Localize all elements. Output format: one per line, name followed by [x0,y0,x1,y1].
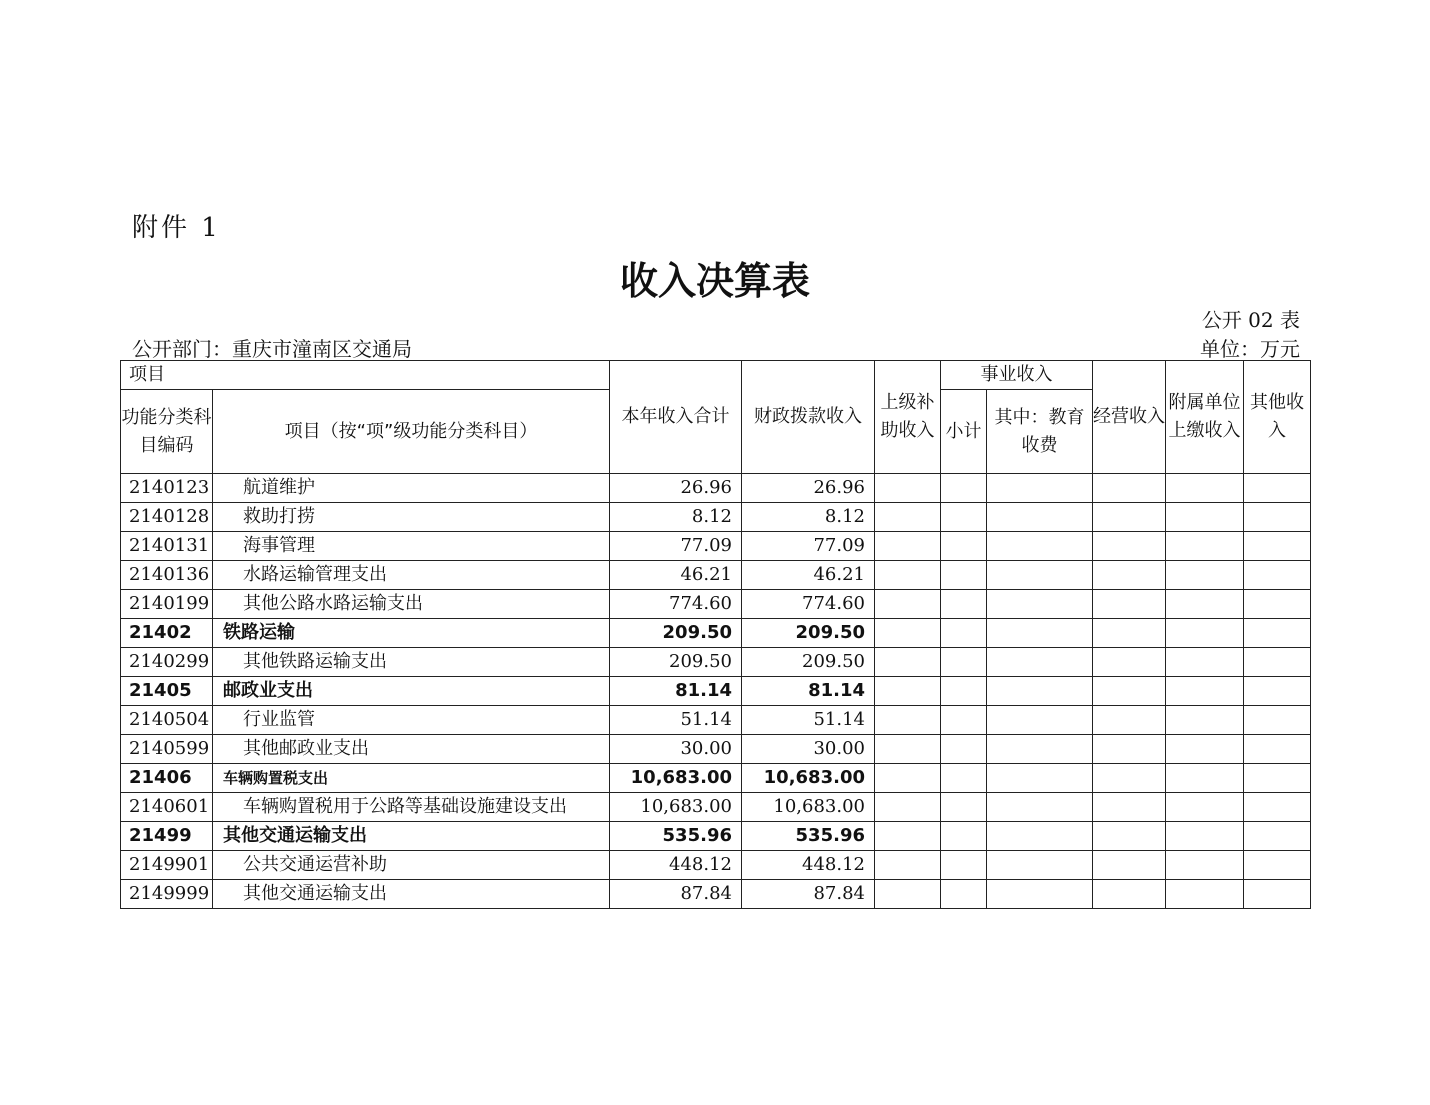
row-education [987,880,1093,909]
row-total: 81.14 [610,677,742,706]
row-total: 8.12 [610,503,742,532]
row-affiliated [1166,735,1244,764]
row-total: 535.96 [610,822,742,851]
row-affiliated [1166,619,1244,648]
row-subtotal [941,619,987,648]
row-education [987,474,1093,503]
row-subtotal [941,706,987,735]
row-fiscal: 209.50 [742,619,875,648]
row-affiliated [1166,561,1244,590]
header-superior: 上级补助收入 [875,361,941,474]
row-name: 其他铁路运输支出 [213,648,610,677]
row-superior [875,851,941,880]
row-superior [875,619,941,648]
row-fiscal: 51.14 [742,706,875,735]
row-name: 航道维护 [213,474,610,503]
row-subtotal [941,822,987,851]
row-fiscal: 10,683.00 [742,764,875,793]
row-superior [875,474,941,503]
row-name: 其他邮政业支出 [213,735,610,764]
row-total: 209.50 [610,619,742,648]
row-name: 救助打捞 [213,503,610,532]
row-total: 10,683.00 [610,764,742,793]
row-education [987,677,1093,706]
row-superior [875,822,941,851]
table-body [121,474,1311,909]
row-education [987,822,1093,851]
row-fiscal: 8.12 [742,503,875,532]
header-code: 功能分类科目编码 [121,390,213,474]
row-name: 其他交通运输支出 [213,822,610,851]
row-name: 水路运输管理支出 [213,561,610,590]
row-business [1093,474,1166,503]
row-code: 2140504 [121,706,213,735]
row-affiliated [1166,706,1244,735]
row-code: 2140136 [121,561,213,590]
table-row [121,590,1311,619]
table-row [121,677,1311,706]
row-other [1244,590,1311,619]
row-affiliated [1166,677,1244,706]
row-code: 21499 [121,822,213,851]
table-row [121,561,1311,590]
row-total: 51.14 [610,706,742,735]
page-title: 收入决算表 [619,259,810,303]
row-code: 2149999 [121,880,213,909]
row-superior [875,735,941,764]
row-name: 行业监管 [213,706,610,735]
row-code: 2140199 [121,590,213,619]
row-superior [875,793,941,822]
row-code: 2140299 [121,648,213,677]
row-name: 铁路运输 [213,619,610,648]
row-total: 87.84 [610,880,742,909]
row-superior [875,880,941,909]
row-fiscal: 774.60 [742,590,875,619]
header-education: 其中：教育收费 [987,390,1093,474]
row-code: 21405 [121,677,213,706]
row-fiscal: 81.14 [742,677,875,706]
row-subtotal [941,532,987,561]
department-label: 公开部门：重庆市潼南区交通局 [132,337,412,361]
row-business [1093,793,1166,822]
row-education [987,590,1093,619]
row-superior [875,590,941,619]
row-fiscal: 26.96 [742,474,875,503]
row-subtotal [941,793,987,822]
header-subtotal: 小计 [941,390,987,474]
table-row [121,793,1311,822]
table-row [121,532,1311,561]
row-business [1093,648,1166,677]
row-fiscal: 448.12 [742,851,875,880]
row-other [1244,851,1311,880]
row-other [1244,735,1311,764]
header-other: 其他收入 [1244,361,1311,474]
row-other [1244,619,1311,648]
row-other [1244,474,1311,503]
row-business [1093,619,1166,648]
row-other [1244,677,1311,706]
row-subtotal [941,474,987,503]
row-total: 26.96 [610,474,742,503]
row-fiscal: 10,683.00 [742,793,875,822]
table-row [121,474,1311,503]
row-name: 车辆购置税支出 [213,764,610,793]
row-total: 46.21 [610,561,742,590]
table-row [121,706,1311,735]
row-business [1093,532,1166,561]
row-other [1244,764,1311,793]
row-other [1244,880,1311,909]
row-business [1093,880,1166,909]
row-total: 10,683.00 [610,793,742,822]
row-other [1244,793,1311,822]
row-superior [875,677,941,706]
row-affiliated [1166,880,1244,909]
header-career: 事业收入 [941,361,1093,390]
row-code: 2140599 [121,735,213,764]
row-total: 209.50 [610,648,742,677]
row-education [987,793,1093,822]
row-subtotal [941,561,987,590]
table-number: 公开 02 表 [1201,308,1300,332]
row-education [987,561,1093,590]
row-superior [875,764,941,793]
row-name: 车辆购置税用于公路等基础设施建设支出 [213,793,610,822]
row-affiliated [1166,474,1244,503]
header-affiliated: 附属单位上缴收入 [1166,361,1244,474]
row-other [1244,532,1311,561]
row-business [1093,677,1166,706]
row-superior [875,503,941,532]
row-code: 2140601 [121,793,213,822]
row-name: 公共交通运营补助 [213,851,610,880]
row-name: 海事管理 [213,532,610,561]
row-superior [875,561,941,590]
header-project: 项目 [121,361,610,390]
row-fiscal: 209.50 [742,648,875,677]
row-subtotal [941,590,987,619]
row-affiliated [1166,648,1244,677]
row-affiliated [1166,764,1244,793]
table-row [121,735,1311,764]
row-business [1093,822,1166,851]
row-name: 其他交通运输支出 [213,880,610,909]
row-name: 其他公路水路运输支出 [213,590,610,619]
row-other [1244,822,1311,851]
table-row [121,648,1311,677]
row-fiscal: 30.00 [742,735,875,764]
row-total: 77.09 [610,532,742,561]
row-business [1093,503,1166,532]
table-row [121,619,1311,648]
row-other [1244,503,1311,532]
row-other [1244,561,1311,590]
table-row [121,764,1311,793]
row-business [1093,706,1166,735]
row-subtotal [941,648,987,677]
row-education [987,503,1093,532]
row-business [1093,735,1166,764]
attachment-label: 附件 1 [132,213,221,243]
row-affiliated [1166,822,1244,851]
row-superior [875,706,941,735]
row-fiscal: 535.96 [742,822,875,851]
row-subtotal [941,735,987,764]
row-fiscal: 77.09 [742,532,875,561]
unit-label: 单位：万元 [1200,337,1300,361]
table-row [121,503,1311,532]
row-affiliated [1166,851,1244,880]
row-name: 邮政业支出 [213,677,610,706]
header-total: 本年收入合计 [610,361,742,474]
row-business [1093,561,1166,590]
row-education [987,706,1093,735]
row-education [987,735,1093,764]
row-education [987,648,1093,677]
row-subtotal [941,503,987,532]
row-superior [875,532,941,561]
income-table [120,360,1311,909]
row-education [987,851,1093,880]
header-fiscal: 财政拨款收入 [742,361,875,474]
row-total: 30.00 [610,735,742,764]
row-other [1244,706,1311,735]
row-business [1093,764,1166,793]
row-code: 2149901 [121,851,213,880]
table-row [121,822,1311,851]
row-fiscal: 87.84 [742,880,875,909]
row-total: 774.60 [610,590,742,619]
row-business [1093,590,1166,619]
row-fiscal: 46.21 [742,561,875,590]
row-code: 21402 [121,619,213,648]
row-education [987,619,1093,648]
row-subtotal [941,677,987,706]
header-business: 经营收入 [1093,361,1166,474]
row-affiliated [1166,532,1244,561]
row-other [1244,648,1311,677]
header-name: 项目（按“项”级功能分类科目） [213,390,610,474]
row-education [987,764,1093,793]
row-subtotal [941,851,987,880]
row-subtotal [941,880,987,909]
row-affiliated [1166,793,1244,822]
row-code: 2140131 [121,532,213,561]
row-subtotal [941,764,987,793]
row-affiliated [1166,503,1244,532]
row-education [987,532,1093,561]
table-row [121,880,1311,909]
table-row [121,851,1311,880]
row-code: 2140123 [121,474,213,503]
row-code: 21406 [121,764,213,793]
row-superior [875,648,941,677]
row-affiliated [1166,590,1244,619]
row-code: 2140128 [121,503,213,532]
row-total: 448.12 [610,851,742,880]
row-business [1093,851,1166,880]
